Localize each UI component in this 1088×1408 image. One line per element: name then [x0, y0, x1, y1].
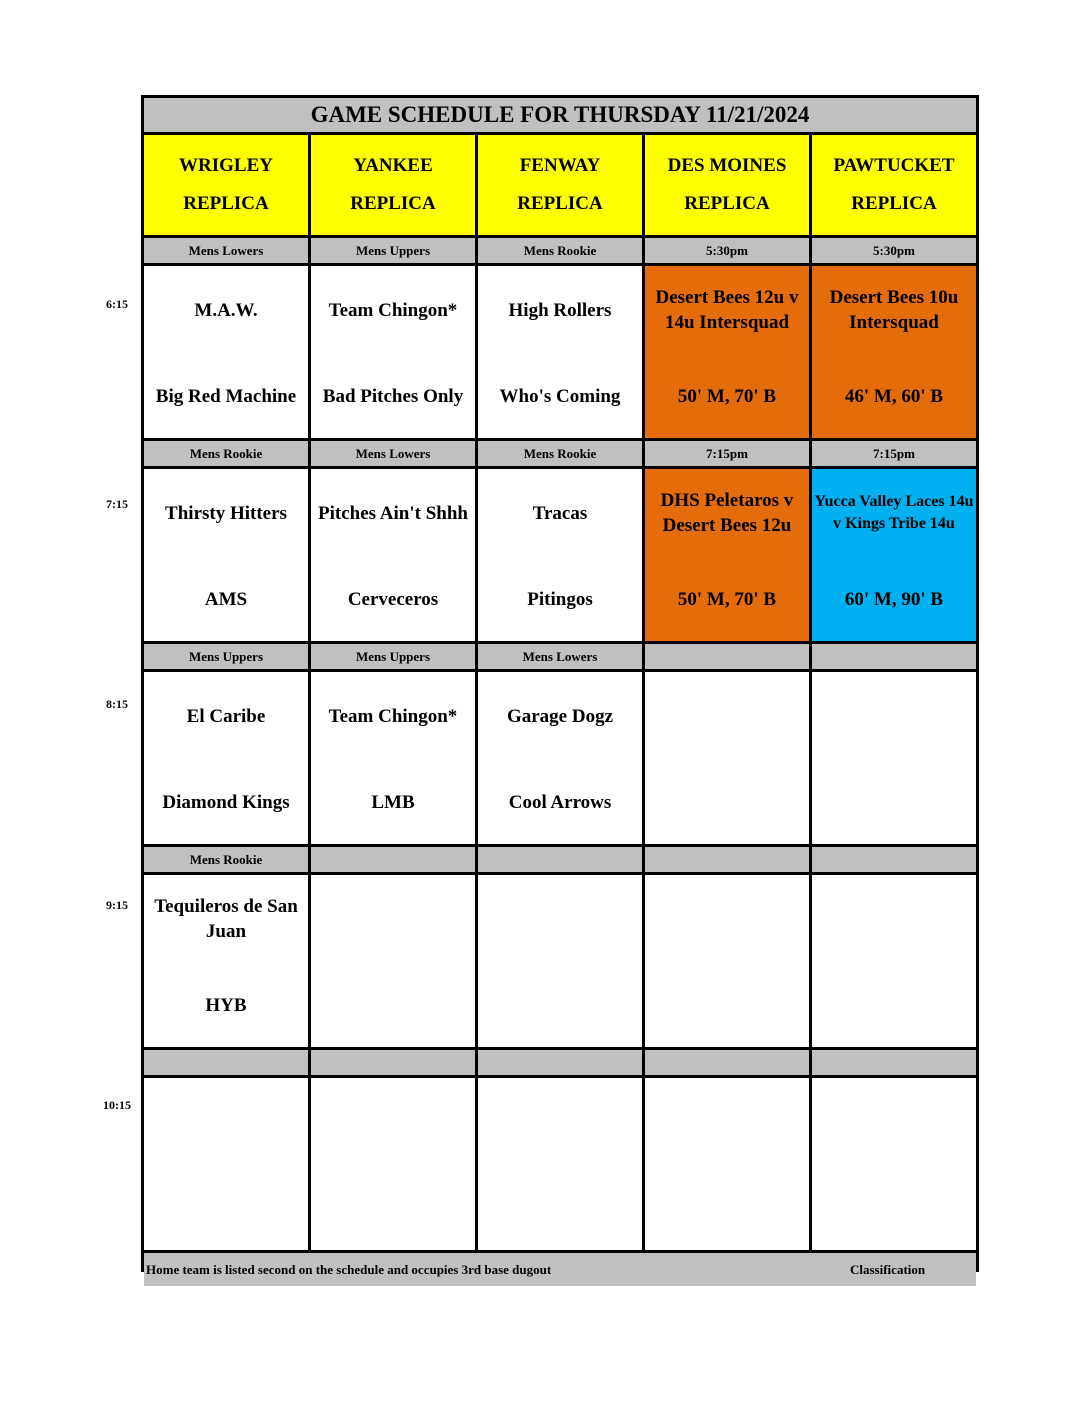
away-team: [647, 672, 807, 760]
matchup: Desert Bees 10u Intersquad: [829, 287, 959, 333]
time-label-3: 8:15: [106, 697, 128, 711]
division-label: [311, 847, 475, 872]
game-cell: [144, 1078, 308, 1250]
home-team: [814, 1190, 974, 1228]
game-cell: [645, 672, 809, 844]
home-team: LMB: [371, 792, 415, 813]
game-cell: [144, 266, 308, 438]
schedule-title: GAME SCHEDULE FOR THURSDAY 11/21/2024: [144, 98, 976, 132]
division-label: Mens Rookie: [478, 238, 642, 263]
division-label: Mens Rookie: [144, 441, 308, 466]
game-cell: [645, 1078, 809, 1250]
division-label: Mens Uppers: [144, 644, 308, 669]
home-team: [647, 987, 807, 1025]
away-team: [814, 875, 974, 963]
venue-name: DES MOINES: [667, 155, 787, 176]
away-team: [814, 1078, 974, 1166]
home-team: Diamond Kings: [162, 792, 290, 813]
home-team: Cool Arrows: [508, 792, 612, 813]
division-label: [311, 1050, 475, 1075]
home-team: [814, 784, 974, 822]
game-cell: [144, 875, 308, 1047]
venue-type: REPLICA: [851, 193, 937, 214]
home-team: Cerveceros: [347, 589, 439, 610]
away-team: [814, 672, 974, 760]
away-team: Thirsty Hitters: [165, 502, 287, 524]
away-team: Garage Dogz: [506, 705, 614, 727]
division-label: [144, 1050, 308, 1075]
venue-header-wrigley: [144, 135, 308, 235]
away-team: Team Chingon*: [328, 299, 458, 321]
game-cell: [311, 1078, 475, 1250]
schedule-table: [141, 95, 979, 1277]
footer-note: Home team is listed second on the schedule and occupies 3rd base dugout: [146, 1261, 552, 1277]
division-label: Mens Rookie: [478, 441, 642, 466]
away-team: Tracas: [532, 502, 588, 524]
home-team: Pitingos: [527, 589, 593, 610]
field-dimensions: 60' M, 90' B: [844, 589, 944, 610]
away-team: [313, 875, 473, 963]
away-team: [146, 1078, 306, 1166]
home-team: [313, 987, 473, 1025]
youth-game-cell: [645, 266, 809, 438]
time-label-5: 10:15: [103, 1098, 131, 1112]
away-team: M.A.W.: [194, 299, 258, 321]
game-cell: [311, 875, 475, 1047]
away-team: Tequileros de San Juan: [154, 896, 298, 942]
division-label: [812, 1050, 976, 1075]
venue-type: REPLICA: [350, 193, 436, 214]
field-dimensions: 50' M, 70' B: [677, 589, 777, 610]
venue-type: REPLICA: [684, 193, 770, 214]
game-cell: [144, 672, 308, 844]
venue-header-fenway: [478, 135, 642, 235]
division-label: [812, 847, 976, 872]
game-cell: [478, 1078, 642, 1250]
division-label: [478, 847, 642, 872]
home-team: [647, 784, 807, 822]
youth-game-cell: [812, 469, 976, 641]
start-time-label: 5:30pm: [645, 238, 809, 263]
game-cell: [311, 266, 475, 438]
home-team: [814, 987, 974, 1025]
home-team: Big Red Machine: [155, 386, 297, 407]
start-time-label: 7:15pm: [812, 441, 976, 466]
division-label: [812, 644, 976, 669]
division-label: Mens Lowers: [311, 441, 475, 466]
home-team: Who's Coming: [499, 386, 621, 407]
division-label: Mens Rookie: [144, 847, 308, 872]
matchup: Yucca Valley Laces 14u v Kings Tribe 14u: [814, 493, 974, 532]
away-team: [480, 1078, 640, 1166]
game-cell: [311, 469, 475, 641]
game-cell: [478, 469, 642, 641]
time-label-1: 6:15: [106, 297, 128, 311]
start-time-label: 7:15pm: [645, 441, 809, 466]
venue-header-pawtucket: [812, 135, 976, 235]
venue-type: REPLICA: [183, 193, 269, 214]
venue-name: YANKEE: [353, 155, 433, 176]
away-team: [480, 875, 640, 963]
schedule-footer: [144, 1253, 976, 1286]
youth-game-cell: [812, 266, 976, 438]
division-label: [645, 1050, 809, 1075]
division-label: Mens Lowers: [144, 238, 308, 263]
game-cell: [144, 469, 308, 641]
start-time-label: 5:30pm: [812, 238, 976, 263]
away-team: High Rollers: [508, 299, 612, 321]
division-label: [645, 644, 809, 669]
away-team: El Caribe: [186, 705, 266, 727]
classification-label: Classification: [850, 1261, 926, 1277]
division-label: [478, 1050, 642, 1075]
matchup: DHS Peletaros v Desert Bees 12u: [660, 490, 794, 536]
home-team: HYB: [205, 995, 247, 1016]
division-label: [645, 847, 809, 872]
home-team: [480, 987, 640, 1025]
venue-name: PAWTUCKET: [833, 155, 955, 176]
home-team: Bad Pitches Only: [322, 386, 464, 407]
venue-name: WRIGLEY: [179, 155, 273, 176]
field-dimensions: 46' M, 60' B: [844, 386, 944, 407]
game-cell: [311, 672, 475, 844]
venue-header-yankee: [311, 135, 475, 235]
game-cell: [478, 672, 642, 844]
away-team: Team Chingon*: [328, 705, 458, 727]
away-team: [313, 1078, 473, 1166]
time-label-2: 7:15: [106, 497, 128, 511]
home-team: AMS: [204, 589, 248, 610]
game-cell: [812, 875, 976, 1047]
game-cell: [812, 1078, 976, 1250]
game-cell: [812, 672, 976, 844]
venue-header-des-moines: [645, 135, 809, 235]
game-cell: [478, 875, 642, 1047]
division-label: Mens Uppers: [311, 238, 475, 263]
time-label-4: 9:15: [106, 898, 128, 912]
home-team: [146, 1190, 306, 1228]
away-team: [647, 875, 807, 963]
matchup: Desert Bees 12u v 14u Intersquad: [655, 287, 799, 333]
game-cell: [478, 266, 642, 438]
venue-type: REPLICA: [517, 193, 603, 214]
field-dimensions: 50' M, 70' B: [677, 386, 777, 407]
division-label: Mens Uppers: [311, 644, 475, 669]
venue-name: FENWAY: [519, 155, 601, 176]
youth-game-cell: [645, 469, 809, 641]
home-team: [313, 1190, 473, 1228]
game-cell: [645, 875, 809, 1047]
home-team: [647, 1190, 807, 1228]
division-label: Mens Lowers: [478, 644, 642, 669]
away-team: Pitches Ain't Shhh: [318, 502, 468, 524]
home-team: [480, 1190, 640, 1228]
away-team: [647, 1078, 807, 1166]
